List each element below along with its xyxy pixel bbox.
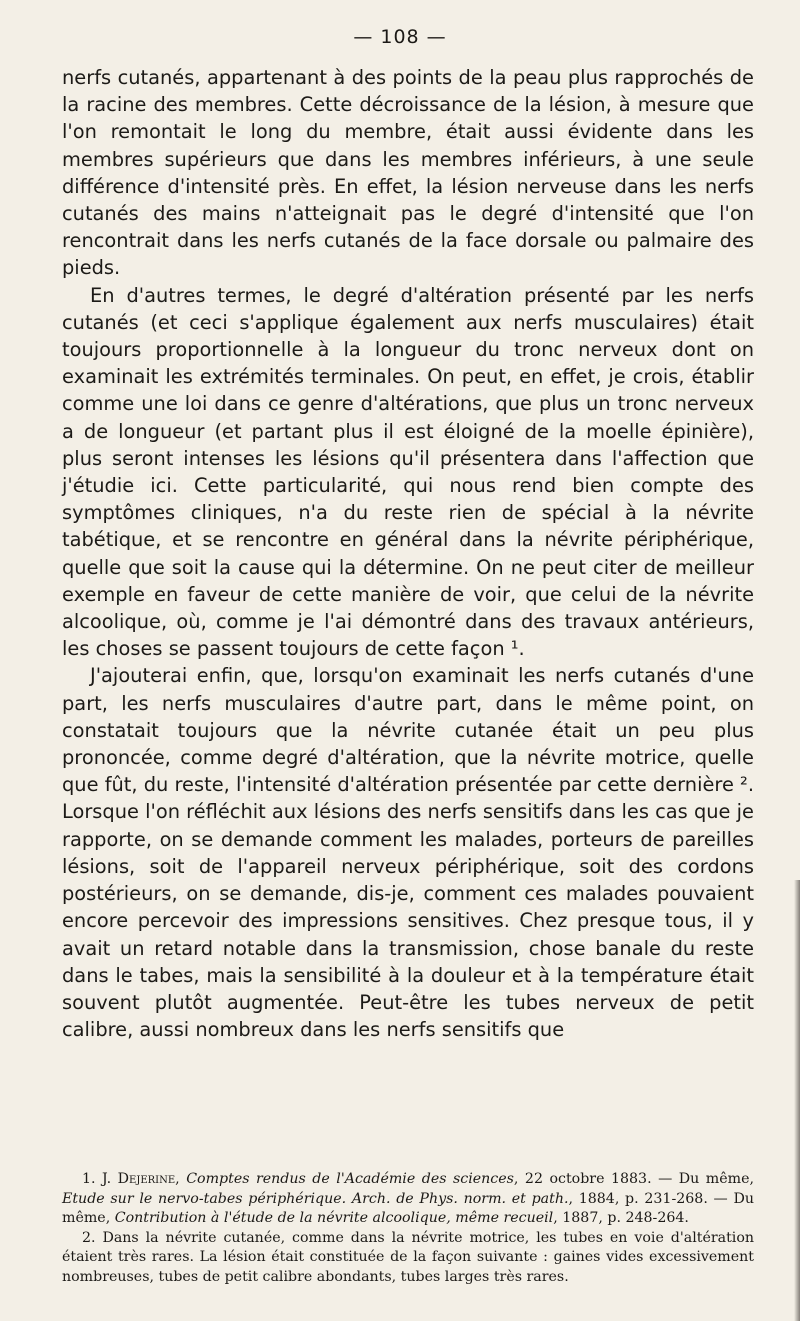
footnote-1-author: Dejerine [117,1171,176,1187]
paragraph-3: J'ajouterai enfin, que, lorsqu'on examinait les nerfs cutanés d'une part, les nerfs musculaires d'autre part, dans le même point, on constatait toujours que la névrite cutanée était un peu plus prononcée, comme degré d'altération, que la névrite motrice, quelle que fût, du reste, l'intensité d'altération présentée par cette dernière ². Lorsque l'on réfléchit aux lésions des nerfs sensitifs dans les cas que je rapporte, on se demande comment les malades, porteurs de pareilles lésions, soit de l'appareil nerveux périphérique, soit des cordons postérieurs, on se demande, dis-je, comment ces malades pouvaient encore percevoir des impressions sensitives. Chez presque tous, il y avait un retard notable dans la transmission, chose banale du reste dans le tabes, mais la sensibilité à la douleur et à la température était souvent plutôt augmentée. Peut-être les tubes nerveux de petit calibre, aussi nombreux dans les nerfs sensitifs que [62,664,754,1042]
footnote-1: 1. J. Dejerine, Comptes rendus de l'Académie des sciences, 22 octobre 1883. — Du même, Etude sur le nervo-tabes périphérique. Arch. de Phys. norm. et path., 1884, p. 231-268. — Du même, Contribution à l'étude de la névrite alcoolique, même recueil, 1887, p. 248-264. [62,1171,754,1227]
footnote-1-rest-1: , 22 octobre 1883. — Du même, [513,1171,754,1187]
footnote-1-title-1: Comptes rendus de l'Académie des sciences [186,1171,514,1187]
footnotes [62,1170,754,1288]
footnote-1-number: 1. [82,1171,96,1187]
footnote-2: 2. Dans la névrite cutanée, comme dans la névrite motrice, les tubes en voie d'altération étaient très rares. La lésion était constituée de la façon suivante : gaines vides excessivement nombreuses, tubes de petit calibre abondants, tubes larges très rares. [62,1229,754,1285]
footnote-1-title-3: Contribution à l'étude de la névrite alcoolique, même recueil [114,1210,554,1227]
footnote-1-author-initial: J. [102,1171,112,1187]
footnote-1-rest-3: , 1887, p. 248-264. [553,1210,689,1227]
page-edge-shadow [794,880,800,1321]
paragraph-2: En d'autres termes, le degré d'altération présenté par les nerfs cutanés (et ceci s'applique également aux nerfs musculaires) était toujours proportionnelle à la longueur du tronc nerveux dont on examinait les extrémités terminales. On peut, en effet, je crois, établir comme une loi dans ce genre d'altérations, que plus un tronc nerveux a de longueur (et partant plus il est éloigné de la moelle épinière), plus seront intenses les lésions qu'il présentera dans l'affection que j'étudie ici. Cette particularité, qui nous rend bien compte des symptômes cliniques, n'a du reste rien de spécial à la névrite tabétique, et se rencontre en général dans la névrite périphérique, quelle que soit la cause qui la détermine. On ne peut citer de meilleur exemple en faveur de cette manière de voir, que celui de la névrite alcoolique, où, comme je l'ai démontré dans des travaux antérieurs, les choses se passent toujours de cette façon ¹. [62,283,754,661]
footnote-1-title-2: Etude sur le nervo-tabes périphérique. Arch. de Phys. norm. et path. [62,1190,569,1207]
main-text [62,64,754,1043]
page-number: — 108 — [353,26,447,48]
paragraph-1: nerfs cutanés, appartenant à des points de la peau plus rapprochés de la racine des membres. Cette décroissance de la lésion, à mesure que l'on remontait le long du membre, était aussi évidente dans les membres supérieurs que dans les membres inférieurs, à une seule différence d'intensité près. En effet, la lésion nerveuse dans les nerfs cutanés des mains n'atteignait pas le degré d'intensité que l'on rencontrait dans les nerfs cutanés de la face dorsale ou palmaire des pieds. [62,66,754,280]
footnote-1-rest-2: , 1884, p. 231-268. — Du même, [62,1190,754,1227]
